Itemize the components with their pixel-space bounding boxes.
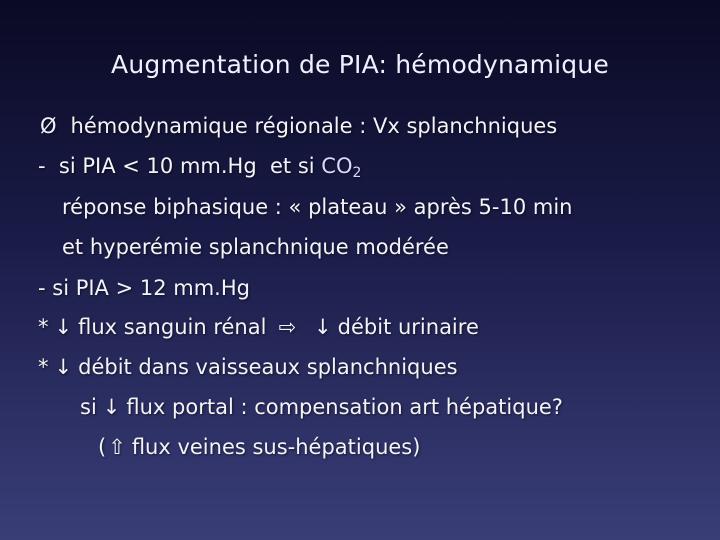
line-text: débit urinaire <box>337 315 479 339</box>
line-debit-splanchnique <box>38 355 458 379</box>
line-veines-sus-hepatiques <box>98 435 420 459</box>
co2-subscript: 2 <box>352 165 362 181</box>
line-text: flux portal : compensation art hépatique? <box>126 395 563 419</box>
line-flux-renal <box>38 315 479 339</box>
line-text: hémodynamique régionale : Vx splanchniques <box>70 114 558 138</box>
star-bullet: * <box>38 355 49 379</box>
arrow-right-icon: ⇨ <box>278 315 297 339</box>
line-text: - si PIA < 10 mm.Hg et si <box>38 154 322 178</box>
line-text: réponse biphasique : « plateau » après 5-10 min <box>62 195 573 219</box>
line-hemodynamique-regionale <box>40 114 557 138</box>
line-flux-portal <box>80 395 563 419</box>
star-bullet: * <box>38 315 49 339</box>
line-text: et hyperémie splanchnique modérée <box>62 235 449 259</box>
line-prefix: si <box>80 395 97 419</box>
line-text: - si PIA > 12 mm.Hg <box>38 276 250 300</box>
line-text: flux veines sus-hépatiques) <box>131 435 421 459</box>
line-hyperemie <box>62 235 449 259</box>
slide-title: Augmentation de PIA: hémodynamique <box>111 50 609 79</box>
co2-label <box>321 154 362 181</box>
line-text: flux sanguin rénal <box>78 315 267 339</box>
line-reponse-biphasique <box>62 195 572 219</box>
co2-text: CO <box>321 154 353 178</box>
arrow-down-icon: ↓ <box>54 315 73 339</box>
arrow-down-icon: ↓ <box>102 395 121 419</box>
arrow-up-icon: ⇧ <box>108 435 126 459</box>
line-pia-above-12 <box>38 276 250 300</box>
line-pia-below-10 <box>38 154 361 181</box>
open-paren: ( <box>98 435 107 459</box>
arrow-bullet-icon: Ø <box>40 114 57 138</box>
arrow-down-icon: ↓ <box>54 355 73 379</box>
arrow-down-icon: ↓ <box>314 315 332 339</box>
line-text: débit dans vaisseaux splanchniques <box>78 355 458 379</box>
